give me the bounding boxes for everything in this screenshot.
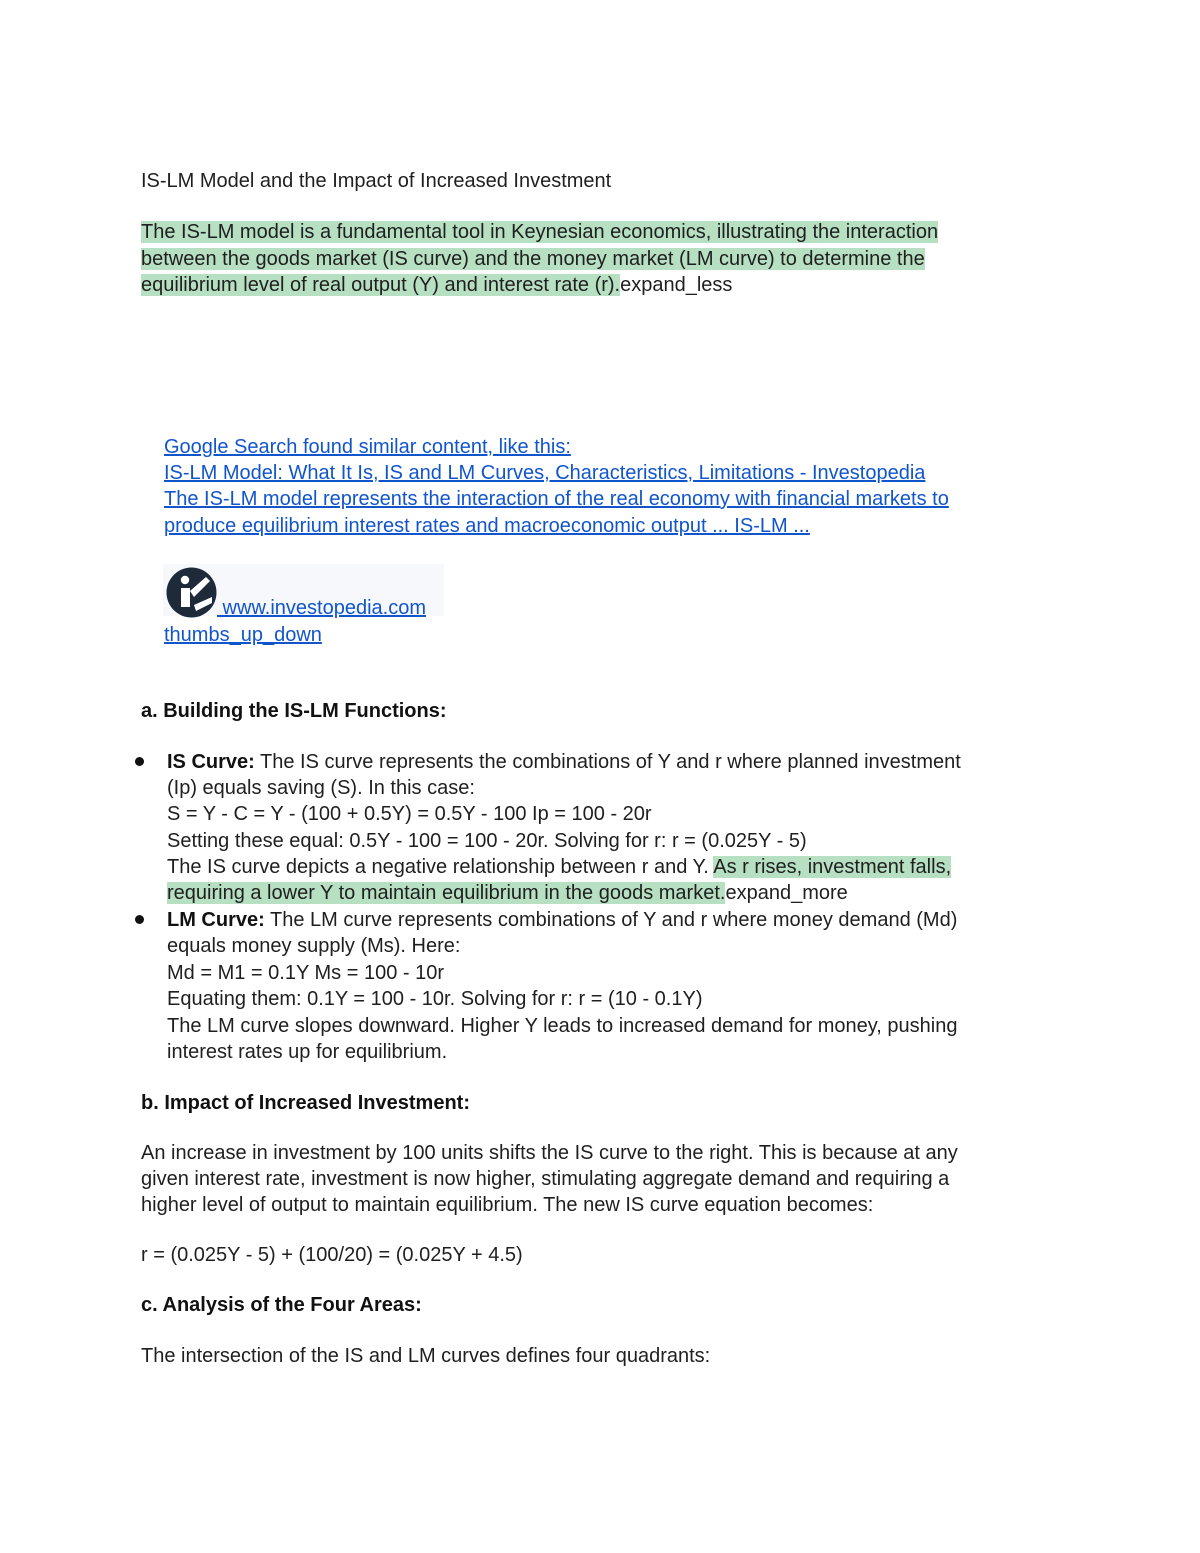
expand-more-text[interactable]: expand_more: [725, 882, 848, 904]
expand-less-text[interactable]: expand_less: [620, 274, 733, 296]
bullet-is-curve: [135, 757, 144, 766]
intro-line-2: [141, 246, 925, 272]
document-title: IS-LM Model and the Impact of Increased Investment: [141, 170, 612, 192]
intro-highlight-1: The IS-LM model is a fundamental tool in Keynesian economics, illustrating the interaction: [141, 221, 939, 243]
intro-highlight-2: between the goods market (IS curve) and the money market (LM curve) to determine the: [141, 248, 925, 270]
intro-line-1: [141, 219, 938, 245]
bullet-lm-curve: [135, 915, 144, 924]
is-curve-text-1: The IS curve represents the combinations of Y and r where planned investment: [254, 751, 961, 773]
is-curve-highlight-2: requiring a lower Y to maintain equilibrium in the goods market.: [167, 882, 726, 904]
is-curve-label: IS Curve:: [167, 751, 255, 773]
is-curve-line-3: S = Y - C = Y - (100 + 0.5Y) = 0.5Y - 100 Ip = 100 - 20r: [167, 803, 652, 825]
is-curve-highlight-1: As r rises, investment falls,: [713, 856, 952, 878]
section-b-line-2: given interest rate, investment is now higher, stimulating aggregate demand and requiring a: [141, 1168, 950, 1190]
thumbs-up-down-link[interactable]: thumbs_up_down: [164, 624, 322, 646]
section-c-paragraph: The intersection of the IS and LM curves defines four quadrants:: [141, 1345, 711, 1367]
section-a-heading: a. Building the IS-LM Functions:: [141, 700, 447, 722]
lm-curve-label: LM Curve:: [167, 909, 265, 931]
section-b-heading: b. Impact of Increased Investment:: [141, 1092, 470, 1114]
section-b-equation: r = (0.025Y - 5) + (100/20) = (0.025Y + 4.5): [141, 1244, 523, 1266]
section-b-line-1: An increase in investment by 100 units shifts the IS curve to the right. This is because at any: [141, 1142, 958, 1164]
is-curve-line-4: Setting these equal: 0.5Y - 100 = 100 - 20r. Solving for r: r = (0.025Y - 5): [167, 830, 807, 852]
is-curve-line-6: [167, 880, 848, 906]
is-curve-line-2: (Ip) equals saving (S). In this case:: [167, 777, 475, 799]
lm-curve-line-1: [167, 907, 957, 933]
section-c-heading: c. Analysis of the Four Areas:: [141, 1294, 422, 1316]
search-result-title-link[interactable]: IS-LM Model: What It Is, IS and LM Curves, Characteristics, Limitations - Investopedia: [164, 462, 926, 484]
is-curve-line-5: [167, 854, 951, 880]
lm-curve-text-1: The LM curve represents combinations of Y and r where money demand (Md): [264, 909, 958, 931]
section-b-line-3: higher level of output to maintain equilibrium. The new IS curve equation becomes:: [141, 1194, 874, 1216]
investopedia-logo-icon: [166, 567, 217, 618]
intro-line-3: [141, 272, 732, 298]
lm-curve-line-4: Equating them: 0.1Y = 100 - 10r. Solving for r: r = (10 - 0.1Y): [167, 988, 703, 1010]
lm-curve-line-6: interest rates up for equilibrium.: [167, 1041, 448, 1063]
intro-highlight-3: equilibrium level of real output (Y) and interest rate (r).: [141, 274, 621, 296]
search-snippet-line-1[interactable]: The IS-LM model represents the interaction of the real economy with financial markets to: [164, 488, 949, 510]
lm-curve-line-3: Md = M1 = 0.1Y Ms = 100 - 10r: [167, 962, 444, 984]
search-found-link[interactable]: Google Search found similar content, like this:: [164, 436, 571, 458]
search-snippet-line-2[interactable]: produce equilibrium interest rates and macroeconomic output ... IS-LM ...: [164, 515, 810, 537]
is-curve-line-1: [167, 749, 961, 775]
source-site-link[interactable]: www.investopedia.com: [217, 597, 426, 619]
lm-curve-line-5: The LM curve slopes downward. Higher Y leads to increased demand for money, pushing: [167, 1015, 958, 1037]
is-curve-text-5: The IS curve depicts a negative relationship between r and Y.: [167, 856, 714, 878]
lm-curve-line-2: equals money supply (Ms). Here:: [167, 935, 461, 957]
